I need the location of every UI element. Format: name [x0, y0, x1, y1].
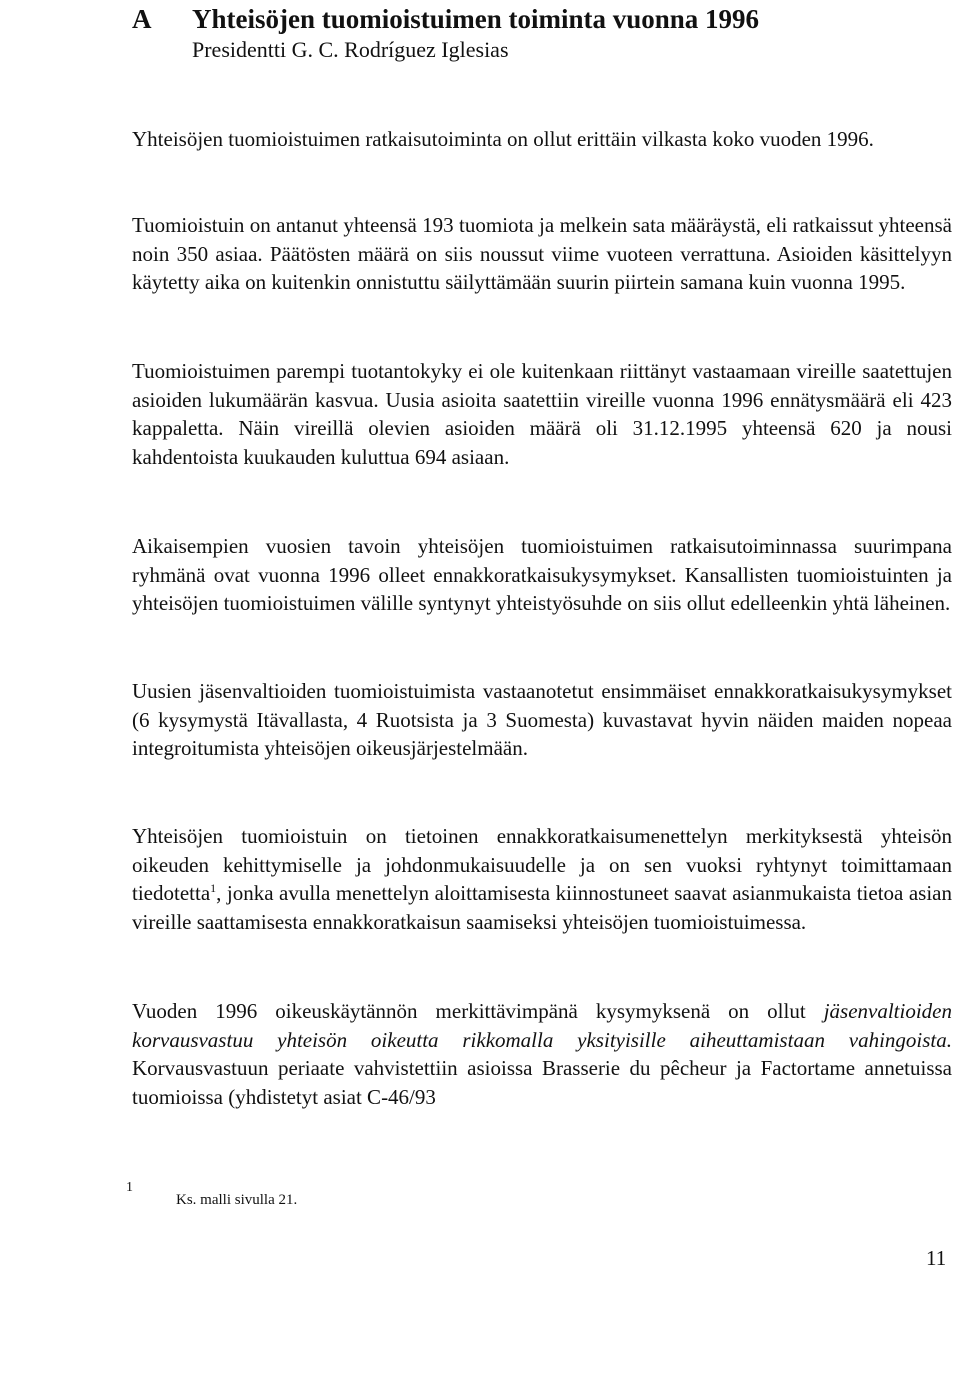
- footnote-reference: 1: [210, 881, 217, 895]
- paragraph-7-text-b: Korvausvastuun periaate vahvistettiin asioissa Brasserie du pêcheur ja Factortame annetuissa tuomioissa (yhdistetyt asiat C-46/93: [132, 1056, 952, 1109]
- section-title: Yhteisöjen tuomioistuimen toiminta vuonna 1996: [192, 4, 760, 34]
- paragraph-5: Uusien jäsenvaltioiden tuomioistuimista vastaanotetut ensimmäiset ennakkoratkaisukysymykset (6 kysymystä Itävallasta, 4 Ruotsista ja 3 Suomesta) kuvastavat hyvin näiden maiden nopeaa integroitumista yhteisöjen oikeusjärjestelmään.: [132, 679, 952, 760]
- footnote-number: 1: [126, 1180, 133, 1195]
- paragraph-3: Tuomioistuimen parempi tuotantokyky ei ole kuitenkaan riittänyt vastaamaan vireille saatettujen asioiden lukumäärän kasvua. Uusia asioita saatettiin vireille vuonna 1996 ennätysmäärä eli 423 kappaletta. Näin vireillä olevien asioiden määrä oli 31.12.1995 yhteensä 620 ja nousi kahdentoista kuukauden kuluttua 694 asiaan.: [132, 359, 952, 469]
- author-line: Presidentti G. C. Rodríguez Iglesias: [192, 37, 509, 62]
- page-number: 11: [926, 1246, 947, 1270]
- paragraph-1: Yhteisöjen tuomioistuimen ratkaisutoiminta on ollut erittäin vilkasta koko vuoden 1996.: [132, 127, 874, 151]
- paragraph-6: [132, 822, 952, 936]
- paragraph-2: Tuomioistuin on antanut yhteensä 193 tuomiota ja melkein sata määräystä, eli ratkaissut yhteensä noin 350 asiaa. Päätösten määrä on siis noussut viime vuoteen verrattuna. Asioiden käsittelyyn käytetty aika on kuitenkin onnistuttu säilyttämään suurin piirtein samana kuin vuonna 1995.: [132, 213, 952, 294]
- paragraph-7-italic: jäsenvaltioiden korvausvastuu yhteisön oikeutta rikkomalla yksityisille aiheuttamistaan vahingoista.: [132, 999, 952, 1052]
- paragraph-7: [132, 997, 952, 1111]
- paragraph-7-text-a: Vuoden 1996 oikeuskäytännön merkittävimpänä kysymyksenä on ollut: [132, 999, 824, 1023]
- paragraph-4: Aikaisempien vuosien tavoin yhteisöjen tuomioistuimen ratkaisutoiminnassa suurimpana ryhmänä ovat vuonna 1996 olleet ennakkoratkaisukysymykset. Kansallisten tuomioistuinten ja yhteisöjen tuomioistuimen välille syntynyt yhteistyösuhde on siis ollut edelleenkin yhtä läheinen.: [132, 534, 952, 615]
- section-letter: A: [132, 4, 152, 34]
- footnote-text: Ks. malli sivulla 21.: [176, 1192, 298, 1208]
- paragraph-6-text-b: , jonka avulla menettelyn aloittamisesta kiinnostuneet saavat asianmukaista tietoa asian vireille saattamisesta ennakkoratkaisun saamiseksi yhteisöjen tuomioistuimessa.: [132, 881, 952, 934]
- paragraph-6-text-a: Yhteisöjen tuomioistuin on tietoinen ennakkoratkaisumenettelyn merkityksestä yhteisön oikeuden kehittymiselle ja johdonmukaisuudelle ja on sen vuoksi ryhtynyt toimittamaan tiedotetta: [132, 824, 952, 905]
